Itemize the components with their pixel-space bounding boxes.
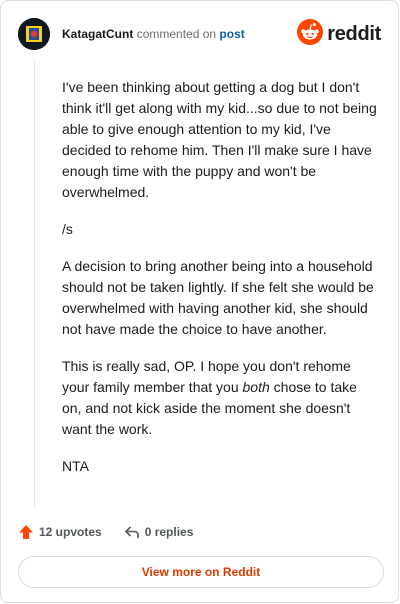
thread-line xyxy=(34,58,35,508)
reply-arrow-icon xyxy=(124,524,140,540)
comment-body xyxy=(62,77,380,493)
brand-name: reddit xyxy=(327,22,381,45)
reddit-logo[interactable] xyxy=(297,21,381,47)
view-more-button[interactable]: View more on Reddit xyxy=(18,556,384,588)
comment-paragraph: NTA xyxy=(62,458,89,474)
reddit-snoo-icon xyxy=(297,19,323,50)
comment-paragraph: A decision to bring another being into a household should not be taken lightly. If she felt she would be overwhelmed with having another kid, she should not have made the choice to have another. xyxy=(62,258,374,337)
comment-paragraph xyxy=(62,356,380,440)
upvote-arrow-icon xyxy=(18,524,34,540)
comment-paragraph: I've been thinking about getting a dog but I don't think it'll get along with my kid...so due to not being able to give enough attention to my kid, I've decided to rehome him. Then I'll make sure I have enough time with the puppy and won't be overwhelmed. xyxy=(62,79,377,200)
action-text: commented on xyxy=(136,27,217,41)
emphasis-text: both xyxy=(242,379,270,395)
maple-leaf-flag-icon[interactable] xyxy=(18,18,50,50)
comment-text: chose to take on, and not kick aside the moment she doesn't want the work. xyxy=(62,379,357,437)
comment-text: This is really sad, OP. I hope you don't rehome your family member that you xyxy=(62,358,351,395)
upvotes-count: 12 upvotes xyxy=(39,525,102,539)
comment-paragraph: /s xyxy=(62,221,73,237)
comment-footer xyxy=(18,521,193,543)
upvotes-stat[interactable] xyxy=(18,524,102,540)
post-link[interactable]: post xyxy=(219,27,245,41)
username[interactable]: KatagatCunt xyxy=(62,27,134,41)
replies-stat[interactable] xyxy=(124,524,194,540)
replies-count: 0 replies xyxy=(144,525,194,539)
comment-meta xyxy=(62,26,245,42)
comment-header xyxy=(18,18,381,50)
